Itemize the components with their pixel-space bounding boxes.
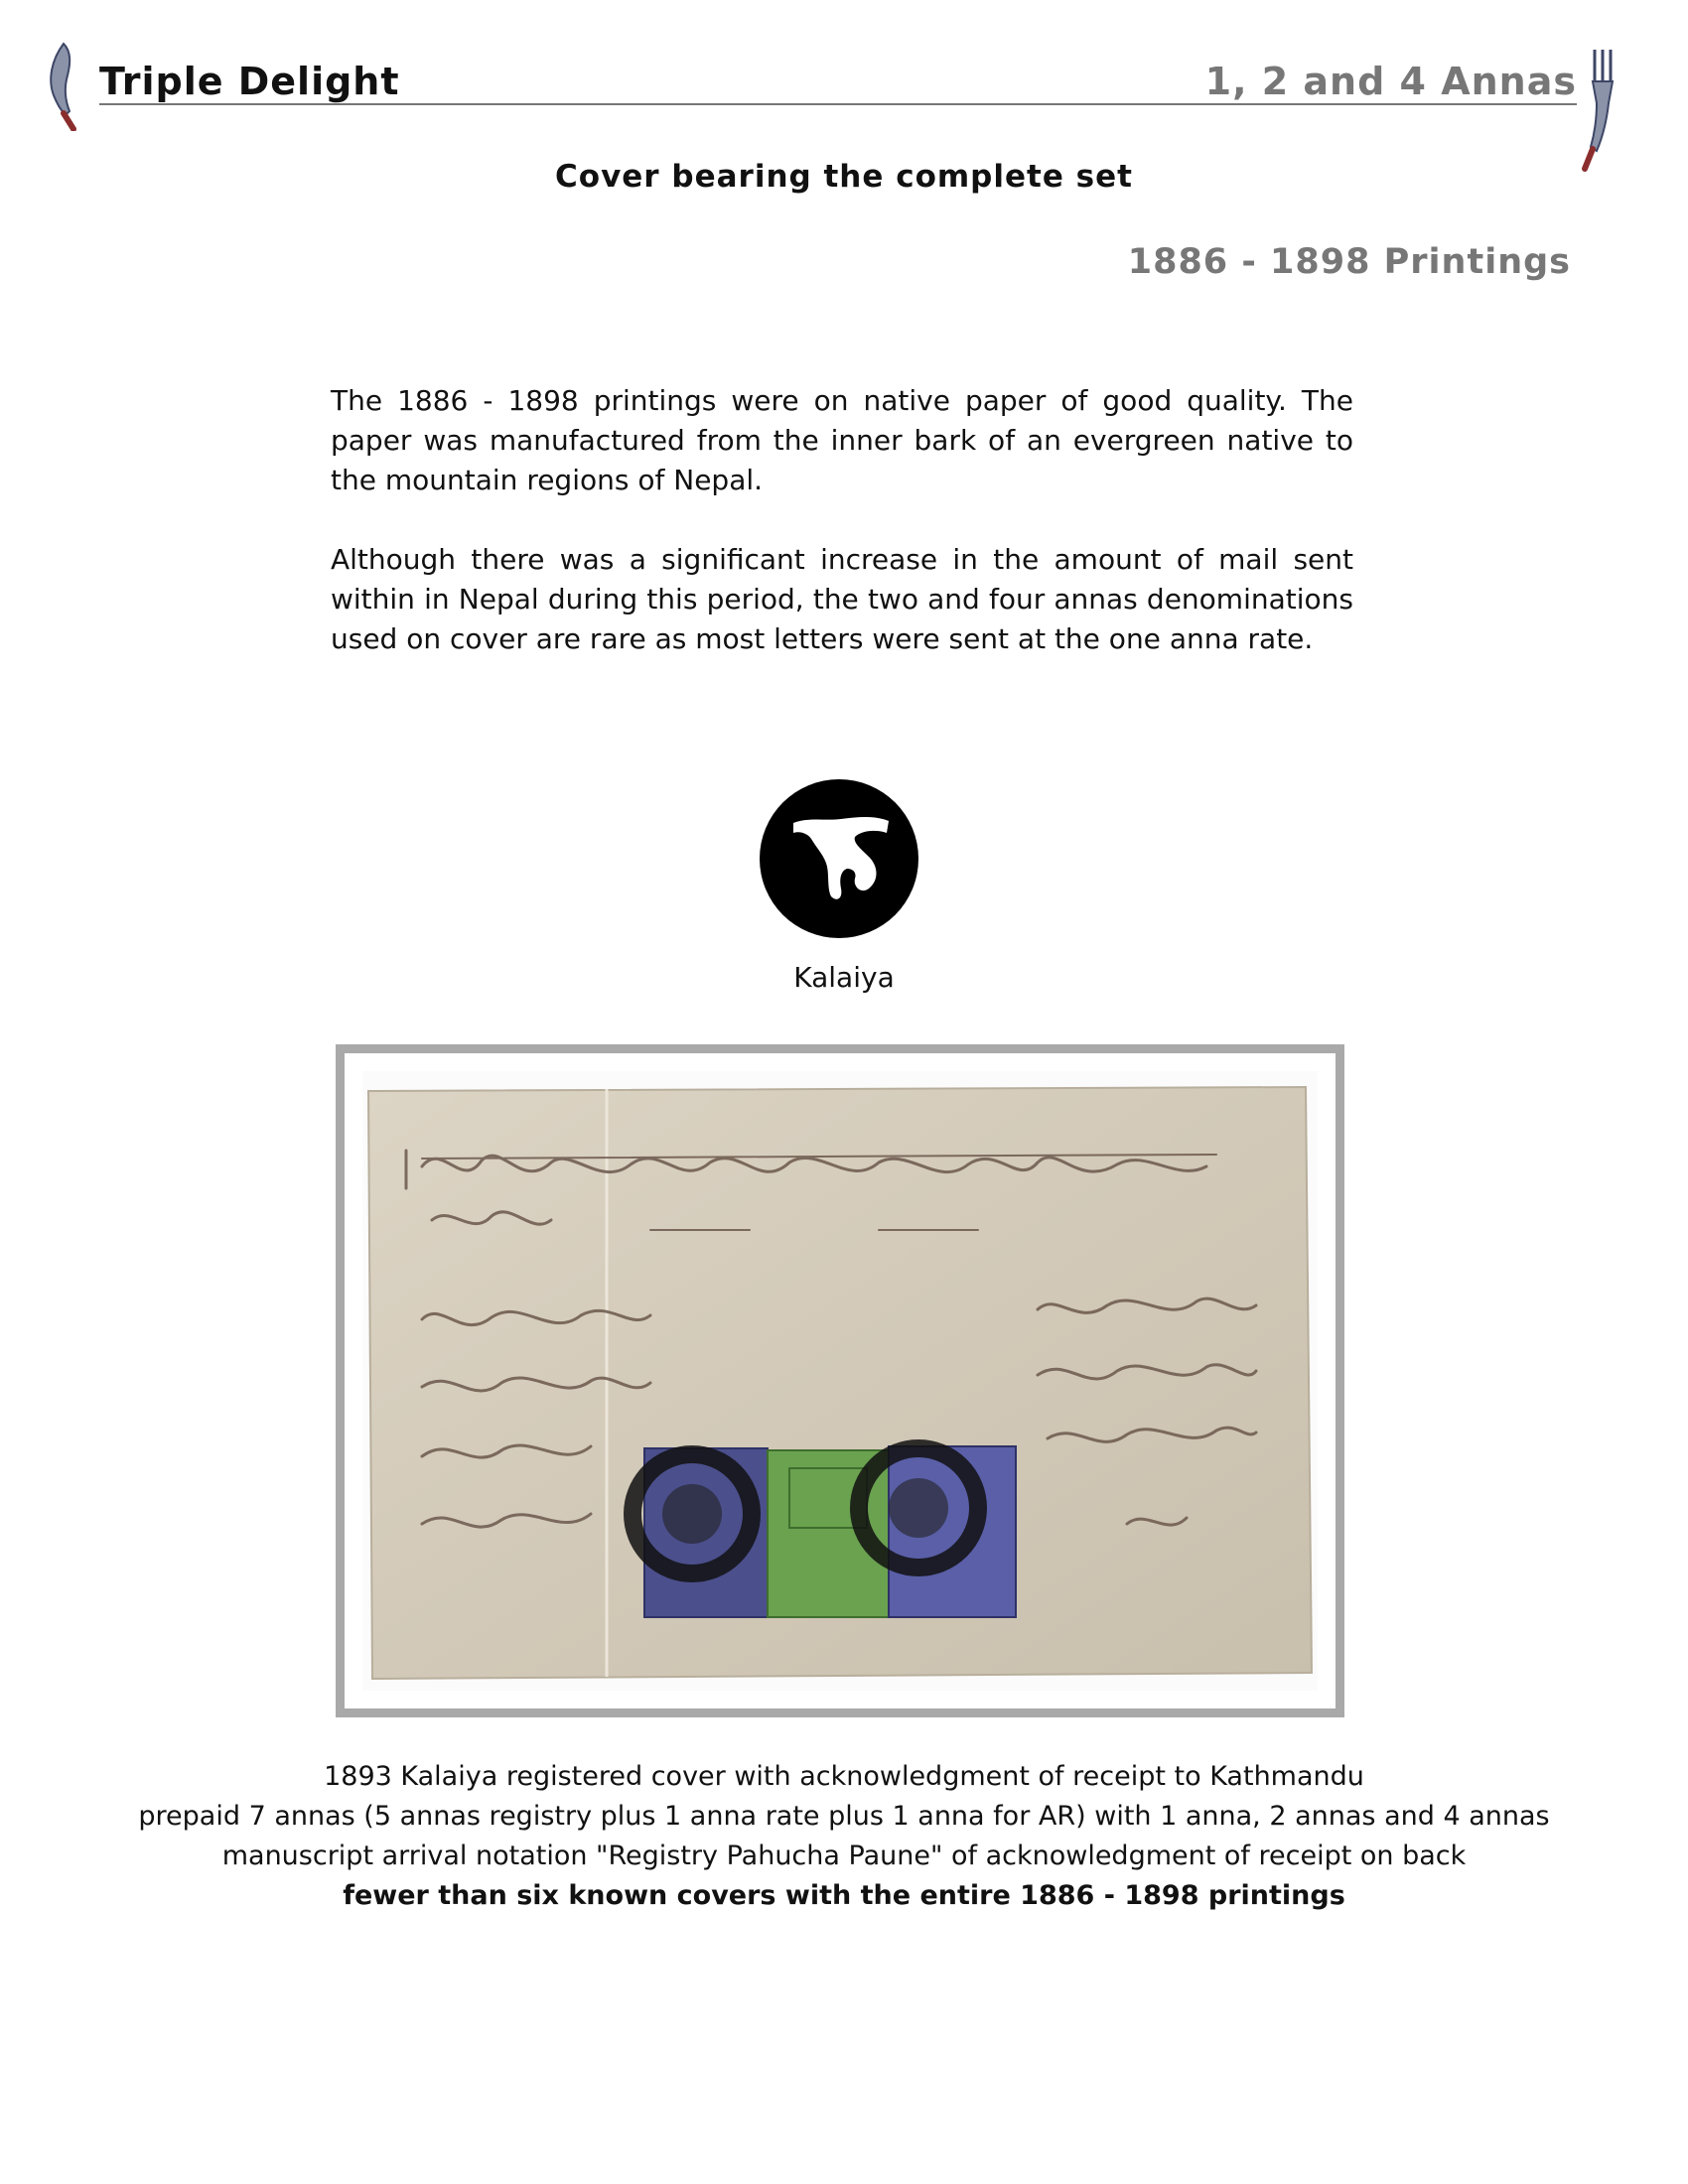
header-divider: [99, 103, 1577, 105]
cover-frame: [336, 1044, 1344, 1717]
registered-cover-image: [362, 1071, 1318, 1691]
cover-caption-emphasis: fewer than six known covers with the entire 1886 - 1898 printings: [343, 1880, 1345, 1911]
kalaiya-postmark-icon: [758, 777, 920, 944]
header-subtitle: 1, 2 and 4 Annas: [1204, 60, 1577, 103]
header-title: Triple Delight: [99, 60, 400, 103]
cover-caption-line: prepaid 7 annas (5 annas registry plus 1 anna rate plus 1 anna for AR) with 1 anna, 2 annas and 4 annas: [138, 1801, 1550, 1832]
period-heading: 1886 - 1898 Printings: [1127, 242, 1571, 282]
page-title: Cover bearing the complete set: [555, 159, 1133, 195]
rarity-paragraph: Although there was a significant increase in the amount of mail sent within in Nepal during this period, the two and four annas denominations used on cover are rare as most letters were sent at the one anna rate.: [331, 543, 1353, 655]
intro-paragraph: The 1886 - 1898 printings were on native paper of good quality. The paper was manufactured from the inner bark of an evergreen native to the mountain regions of Nepal.: [331, 384, 1353, 496]
kukri-knife-icon: [44, 42, 83, 135]
cover-caption-line: manuscript arrival notation "Registry Pahucha Paune" of acknowledgment of receipt on back: [221, 1841, 1467, 1871]
postmark-caption: Kalaiya: [793, 961, 895, 994]
cover-caption-line: 1893 Kalaiya registered cover with acknowledgment of receipt to Kathmandu: [324, 1761, 1364, 1792]
